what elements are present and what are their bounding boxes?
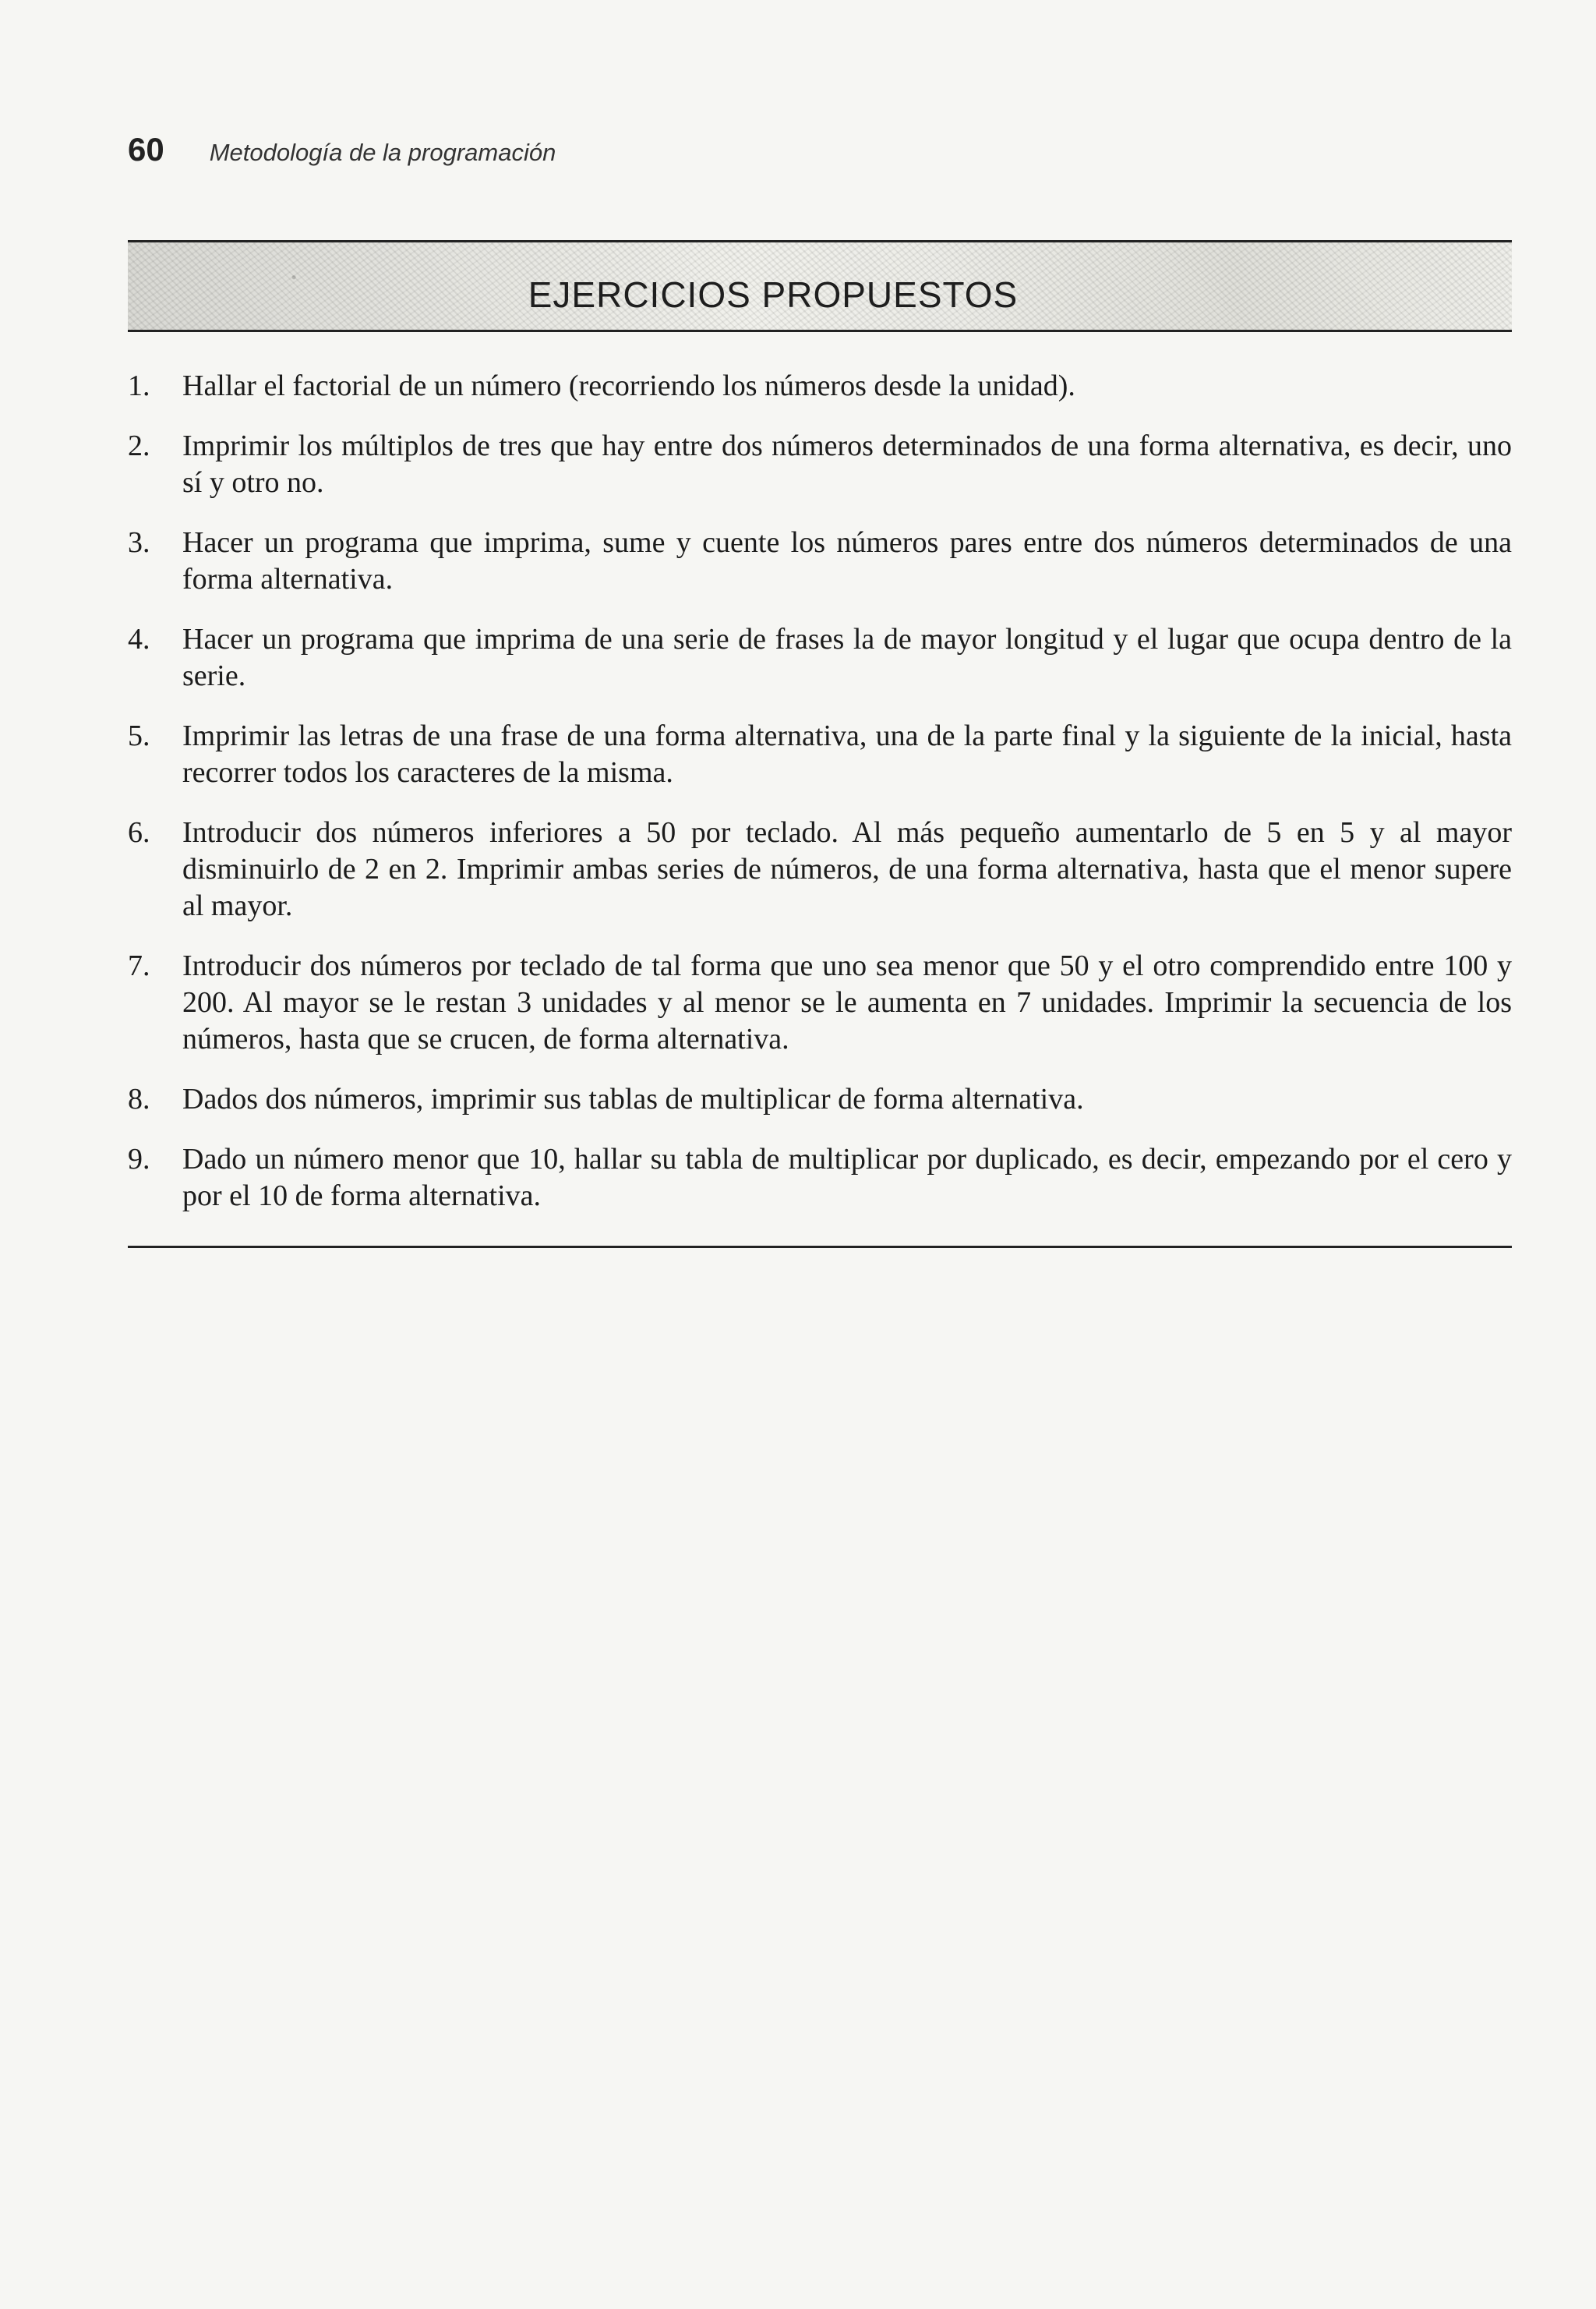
exercise-number: 1. (128, 370, 150, 402)
exercise-text: Introducir dos números por teclado de tal forma que uno sea menor que 50 y el otro comprendido entre 100 y 200. Al mayor se le restan 3 unidades y al menor se le aumenta en 7 unidades. Imprimir la secuencia de los números, hasta que se crucen, de forma alternativa. (182, 949, 1512, 1055)
exercise-number: 6. (128, 816, 150, 849)
exercise-text: Imprimir las letras de una frase de una forma alternativa, una de la parte final y la siguiente de la inicial, hasta recorrer todos los caracteres de la misma. (182, 720, 1512, 789)
page-header (128, 131, 556, 168)
exercise-item-4 (128, 621, 1512, 695)
exercise-number: 5. (128, 720, 150, 752)
exercise-item-6 (128, 815, 1512, 925)
exercise-number: 3. (128, 526, 150, 559)
exercise-text: Hacer un programa que imprima de una serie de frases la de mayor longitud y el lugar que ocupa dentro de la serie. (182, 623, 1512, 692)
exercise-list (128, 368, 1512, 1238)
section-title: EJERCICIOS PROPUESTOS (528, 274, 1019, 315)
bottom-rule (128, 1246, 1512, 1248)
exercise-text: Hacer un programa que imprima, sume y cuente los números pares entre dos números determinados de una forma alternativa. (182, 526, 1512, 596)
section-banner (128, 240, 1512, 332)
exercise-item-7 (128, 948, 1512, 1058)
running-title: Metodología de la programación (209, 139, 556, 166)
exercise-text: Introducir dos números inferiores a 50 por teclado. Al más pequeño aumentarlo de 5 en 5 y al mayor disminuirlo de 2 en 2. Imprimir ambas series de números, de una forma alternativa, hasta que el menor supere al mayor. (182, 816, 1512, 922)
exercise-text: Hallar el factorial de un número (recorriendo los números desde la unidad). (182, 370, 1075, 402)
exercise-number: 2. (128, 430, 150, 462)
exercise-number: 9. (128, 1143, 150, 1176)
exercise-item-8 (128, 1081, 1512, 1118)
exercise-number: 8. (128, 1083, 150, 1116)
exercise-text: Imprimir los múltiplos de tres que hay entre dos números determinados de una forma alternativa, es decir, uno sí y otro no. (182, 430, 1512, 499)
exercise-item-5 (128, 718, 1512, 791)
exercise-item-1 (128, 368, 1512, 405)
exercise-text: Dado un número menor que 10, hallar su tabla de multiplicar por duplicado, es decir, empezando por el cero y por el 10 de forma alternativa. (182, 1143, 1512, 1212)
exercise-item-3 (128, 525, 1512, 598)
page-number: 60 (128, 131, 164, 168)
exercise-text: Dados dos números, imprimir sus tablas de multiplicar de forma alternativa. (182, 1083, 1084, 1116)
exercise-number: 4. (128, 623, 150, 656)
exercise-item-9 (128, 1141, 1512, 1215)
exercise-item-2 (128, 428, 1512, 501)
exercise-number: 7. (128, 949, 150, 982)
